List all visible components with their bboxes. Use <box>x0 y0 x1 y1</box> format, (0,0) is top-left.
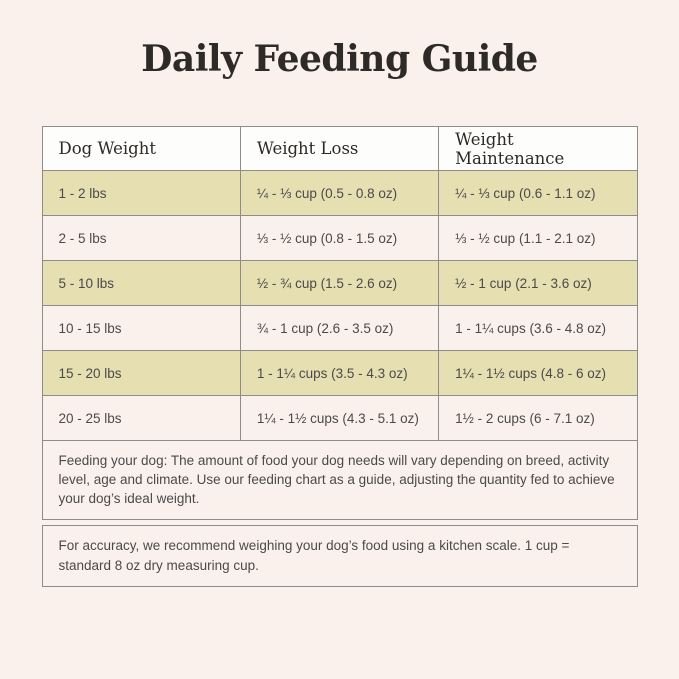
weight-loss-cell: 1 - 1¼ cups (3.5 - 4.3 oz) <box>240 351 438 396</box>
weight-maintenance-cell: 1½ - 2 cups (6 - 7.1 oz) <box>439 396 637 441</box>
table-row <box>42 261 637 306</box>
weight-loss-cell: ¾ - 1 cup (2.6 - 3.5 oz) <box>240 306 438 351</box>
column-header-weight-loss: Weight Loss <box>240 127 438 171</box>
column-header-dog-weight: Dog Weight <box>42 127 240 171</box>
weight-loss-cell: ½ - ¾ cup (1.5 - 2.6 oz) <box>240 261 438 306</box>
weight-maintenance-cell: 1¼ - 1½ cups (4.8 - 6 oz) <box>439 351 637 396</box>
feeding-note-text: Feeding your dog: The amount of food your dog needs will vary depending on breed, activity level, age and climate. Use our feeding chart as a guide, adjusting the quantity fed to achieve your dog’s ideal weight. <box>42 441 637 520</box>
weight-maintenance-cell: ¼ - ⅓ cup (0.6 - 1.1 oz) <box>439 171 637 216</box>
column-header-weight-maintenance: Weight Maintenance <box>439 127 637 171</box>
table-header-row <box>42 127 637 171</box>
table-note-row <box>42 441 637 520</box>
table-row <box>42 306 637 351</box>
dog-weight-cell: 20 - 25 lbs <box>42 396 240 441</box>
accuracy-note-box <box>42 525 638 586</box>
weight-maintenance-cell: ½ - 1 cup (2.1 - 3.6 oz) <box>439 261 637 306</box>
table-row <box>42 351 637 396</box>
weight-maintenance-cell: ⅓ - ½ cup (1.1 - 2.1 oz) <box>439 216 637 261</box>
feeding-guide-table <box>42 126 638 520</box>
dog-weight-cell: 15 - 20 lbs <box>42 351 240 396</box>
dog-weight-cell: 10 - 15 lbs <box>42 306 240 351</box>
dog-weight-cell: 1 - 2 lbs <box>42 171 240 216</box>
weight-maintenance-cell: 1 - 1¼ cups (3.6 - 4.8 oz) <box>439 306 637 351</box>
page-title: Daily Feeding Guide <box>141 38 538 80</box>
dog-weight-cell: 2 - 5 lbs <box>42 216 240 261</box>
dog-weight-cell: 5 - 10 lbs <box>42 261 240 306</box>
weight-loss-cell: ¼ - ⅓ cup (0.5 - 0.8 oz) <box>240 171 438 216</box>
weight-loss-cell: ⅓ - ½ cup (0.8 - 1.5 oz) <box>240 216 438 261</box>
accuracy-note-text: For accuracy, we recommend weighing your dog’s food using a kitchen scale. 1 cup = standard 8 oz dry measuring cup. <box>58 538 570 573</box>
table-row <box>42 396 637 441</box>
table-row <box>42 216 637 261</box>
table-row <box>42 171 637 216</box>
weight-loss-cell: 1¼ - 1½ cups (4.3 - 5.1 oz) <box>240 396 438 441</box>
